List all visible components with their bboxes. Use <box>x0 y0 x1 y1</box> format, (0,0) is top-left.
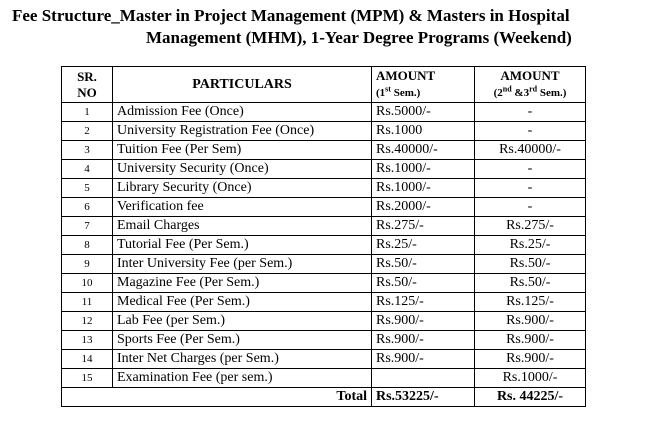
table-row <box>62 255 586 274</box>
sr-cell: 3 <box>62 141 113 160</box>
amount-first-sem-cell: Rs.25/- <box>372 236 475 255</box>
header-amount1-sub-open: (1 <box>376 87 386 100</box>
sr-cell: 7 <box>62 217 113 236</box>
particular-cell: University Registration Fee (Once) <box>113 122 372 141</box>
fee-structure-table <box>61 66 586 407</box>
amount-first-sem-cell: Rs.1000 <box>372 122 475 141</box>
amount-first-sem-cell: Rs.50/- <box>372 255 475 274</box>
particular-cell: Library Security (Once) <box>113 179 372 198</box>
sr-cell: 2 <box>62 122 113 141</box>
amount-second-third-sem-cell: Rs.40000/- <box>475 141 586 160</box>
particular-cell: Tuition Fee (Per Sem) <box>113 141 372 160</box>
table-row <box>62 293 586 312</box>
header-amount1-sub <box>376 84 421 100</box>
table-row <box>62 198 586 217</box>
header-amount2-label: AMOUNT <box>500 67 560 83</box>
header-amount1-label: AMOUNT <box>376 67 436 83</box>
table-row <box>62 350 586 369</box>
header-amount-first-sem <box>372 67 475 103</box>
amount-second-third-sem-cell: - <box>475 179 586 198</box>
amount-first-sem-cell: Rs.1000/- <box>372 179 475 198</box>
header-amount1-sub-close: Sem.) <box>390 87 421 100</box>
header-amount-second-third-sem <box>475 67 586 103</box>
amount-first-sem-cell: Rs.900/- <box>372 312 475 331</box>
amount-second-third-sem-cell: - <box>475 122 586 141</box>
amount-first-sem-cell: Rs.50/- <box>372 274 475 293</box>
amount-first-sem-cell: Rs.2000/- <box>372 198 475 217</box>
amount-first-sem-cell: Rs.5000/- <box>372 103 475 122</box>
header-amount2-sub <box>493 84 567 100</box>
table-row <box>62 160 586 179</box>
particular-cell: Medical Fee (Per Sem.) <box>113 293 372 312</box>
amount-second-third-sem-cell: Rs.25/- <box>475 236 586 255</box>
sr-cell: 5 <box>62 179 113 198</box>
header-particulars: PARTICULARS <box>113 67 372 103</box>
title-line-1: Fee Structure_Master in Project Management (MPM) & Masters in Hospital <box>12 6 570 25</box>
particular-cell: Lab Fee (per Sem.) <box>113 312 372 331</box>
sr-cell: 11 <box>62 293 113 312</box>
particular-cell: Inter University Fee (per Sem.) <box>113 255 372 274</box>
sr-cell: 6 <box>62 198 113 217</box>
particular-cell: University Security (Once) <box>113 160 372 179</box>
amount-second-third-sem-cell: Rs.50/- <box>475 255 586 274</box>
table-row <box>62 141 586 160</box>
sr-cell: 8 <box>62 236 113 255</box>
particular-cell: Magazine Fee (Per Sem.) <box>113 274 372 293</box>
amount-first-sem-cell: Rs.275/- <box>372 217 475 236</box>
table-row <box>62 236 586 255</box>
amount-first-sem-cell: Rs.40000/- <box>372 141 475 160</box>
amount-second-third-sem-cell: Rs.125/- <box>475 293 586 312</box>
sr-cell: 9 <box>62 255 113 274</box>
header-sr-line1: SR. <box>77 68 97 84</box>
table-row <box>62 103 586 122</box>
header-sr-no <box>62 67 113 103</box>
particular-cell: Sports Fee (Per Sem.) <box>113 331 372 350</box>
amount-second-third-sem-cell: - <box>475 103 586 122</box>
header-amount2-sub-open: (2 <box>493 87 503 100</box>
particular-cell: Verification fee <box>113 198 372 217</box>
sr-cell: 4 <box>62 160 113 179</box>
table-header-row <box>62 67 586 103</box>
particular-cell: Examination Fee (per sem.) <box>113 369 372 388</box>
table-row <box>62 331 586 350</box>
amount-second-third-sem-cell: Rs.1000/- <box>475 369 586 388</box>
sr-cell: 1 <box>62 103 113 122</box>
header-sr-line2: NO <box>77 84 97 100</box>
particular-cell: Email Charges <box>113 217 372 236</box>
header-amount1-sub-sup: st <box>385 84 391 94</box>
header-amount2-sub-sup2: rd <box>529 84 538 94</box>
table-row <box>62 122 586 141</box>
amount-first-sem-cell: Rs.125/- <box>372 293 475 312</box>
amount-first-sem-cell: Rs.900/- <box>372 331 475 350</box>
header-amount2-sub-sup1: nd <box>502 84 512 94</box>
title-line-2: Management (MHM), 1-Year Degree Programs (Weekend) <box>146 28 572 47</box>
total-amount-second-third-sem: Rs. 44225/- <box>475 388 586 407</box>
total-label: Total <box>62 388 372 407</box>
amount-first-sem-cell <box>372 369 475 388</box>
particular-cell: Inter Net Charges (per Sem.) <box>113 350 372 369</box>
total-row <box>62 388 586 407</box>
table-row <box>62 274 586 293</box>
fee-rows <box>62 103 586 388</box>
header-amount2-sub-mid: &3 <box>511 87 530 100</box>
sr-cell: 14 <box>62 350 113 369</box>
amount-second-third-sem-cell: Rs.275/- <box>475 217 586 236</box>
amount-second-third-sem-cell: - <box>475 160 586 179</box>
sr-cell: 15 <box>62 369 113 388</box>
amount-first-sem-cell: Rs.900/- <box>372 350 475 369</box>
amount-second-third-sem-cell: Rs.900/- <box>475 350 586 369</box>
amount-first-sem-cell: Rs.1000/- <box>372 160 475 179</box>
table-row <box>62 312 586 331</box>
table-row <box>62 369 586 388</box>
sr-cell: 10 <box>62 274 113 293</box>
amount-second-third-sem-cell: Rs.900/- <box>475 312 586 331</box>
particular-cell: Admission Fee (Once) <box>113 103 372 122</box>
table-row <box>62 179 586 198</box>
amount-second-third-sem-cell: - <box>475 198 586 217</box>
header-amount2-sub-close: Sem.) <box>537 87 567 100</box>
particular-cell: Tutorial Fee (Per Sem.) <box>113 236 372 255</box>
table-row <box>62 217 586 236</box>
amount-second-third-sem-cell: Rs.900/- <box>475 331 586 350</box>
total-amount-first-sem: Rs.53225/- <box>372 388 475 407</box>
sr-cell: 13 <box>62 331 113 350</box>
sr-cell: 12 <box>62 312 113 331</box>
amount-second-third-sem-cell: Rs.50/- <box>475 274 586 293</box>
